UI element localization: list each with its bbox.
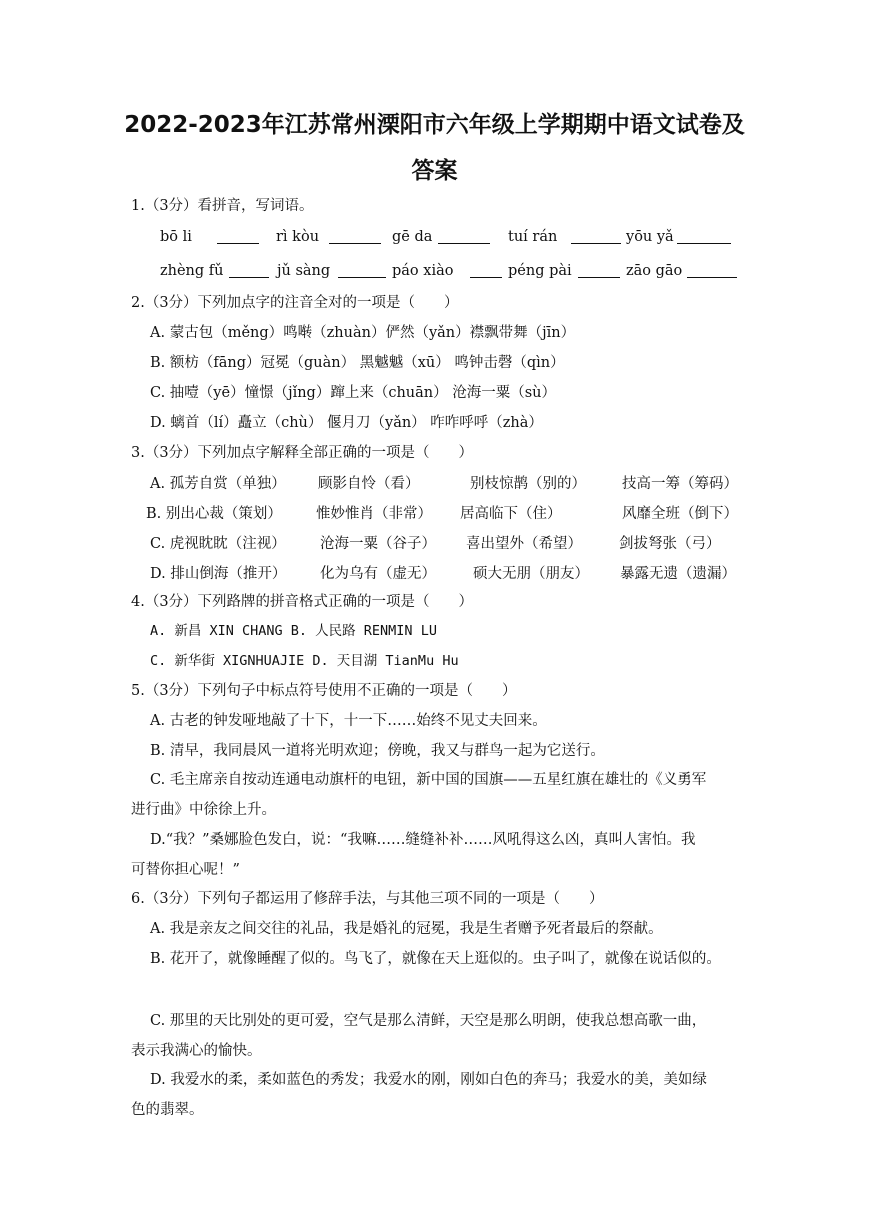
- q6-option-d: D. 我爱水的柔，柔如蓝色的秀发；我爱水的刚，刚如白色的奔马；我爱水的美，美如绿: [150, 1072, 707, 1088]
- pinyin-prompt: péng pài: [508, 263, 572, 279]
- q5-option-b: B. 清早，我同晨风一道将光明欢迎；傍晚，我又与群鸟一起为它送行。: [150, 743, 605, 759]
- q3-d-term-3: 硕大无朋（朋友）: [473, 566, 589, 582]
- pinyin-prompt: rì kòu: [276, 229, 320, 245]
- answer-blank: [470, 263, 502, 278]
- answer-blank: [677, 229, 731, 244]
- answer-blank: [329, 229, 381, 244]
- q2-option-a: A. 蒙古包（měng）鸣啭（zhuàn）俨然（yǎn）襟飘带舞（jīn）: [150, 325, 576, 341]
- q6-option-c-continued: 表示我满心的愉快。: [131, 1043, 262, 1059]
- question-3-stem: 3.（3分）下列加点字解释全部正确的一项是（ ）: [131, 445, 474, 461]
- document-title: 2022-2023年江苏常州溧阳市六年级上学期期中语文试卷及: [124, 112, 745, 138]
- pinyin-prompt: zāo gāo: [626, 263, 683, 279]
- q3-d-term-1: D. 排山倒海（推开）: [150, 566, 287, 582]
- q3-b-term-1: B. 别出心裁（策划）: [146, 506, 282, 522]
- q3-a-term-1: A. 孤芳自赏（单独）: [150, 476, 286, 492]
- answer-blank: [217, 229, 259, 244]
- q5-option-d-continued: 可替你担心呢！”: [131, 862, 240, 878]
- q3-a-term-4: 技高一筹（筹码）: [622, 476, 738, 492]
- pinyin-prompt: yōu yǎ: [626, 229, 674, 245]
- q3-c-term-1: C. 虎视眈眈（注视）: [150, 536, 286, 552]
- q3-c-term-3: 喜出望外（希望）: [466, 536, 582, 552]
- q3-d-term-2: 化为乌有（虚无）: [320, 566, 436, 582]
- q5-option-d: D.“我？”桑娜脸色发白，说：“我嘛……缝缝补补……风吼得这么凶，真叫人害怕。我: [150, 832, 696, 848]
- q2-option-c: C. 抽噎（yē）憧憬（jǐng）蹿上来（chuān） 沧海一粟（sù）: [150, 385, 556, 401]
- q2-option-d: D. 螭首（lí）矗立（chù） 偃月刀（yǎn） 咋咋呼呼（zhà）: [150, 415, 543, 431]
- q3-b-term-4: 风靡全班（倒下）: [622, 506, 738, 522]
- answer-blank: [438, 229, 490, 244]
- q6-option-c: C. 那里的天比别处的更可爱，空气是那么清鲜，天空是那么明朗，使我总想高歌一曲，: [150, 1013, 707, 1029]
- answer-blank: [229, 263, 269, 278]
- pinyin-prompt: tuí rán: [508, 229, 558, 245]
- q3-c-term-4: 剑拔弩张（弓）: [619, 536, 721, 552]
- answer-blank: [687, 263, 737, 278]
- q5-option-c: C. 毛主席亲自按动连通电动旗杆的电钮，新中国的国旗——五星红旗在雄壮的《义勇军: [150, 772, 707, 788]
- answer-blank: [571, 229, 621, 244]
- q2-option-b: B. 额枋（fāng）冠冕（guàn） 黑魆魆（xū） 鸣钟击磬（qìn）: [150, 355, 565, 371]
- q3-c-term-2: 沧海一粟（谷子）: [320, 536, 436, 552]
- document-title-continued: 答案: [411, 158, 458, 184]
- question-1-stem: 1.（3分）看拼音，写词语。: [131, 198, 314, 214]
- q5-option-c-continued: 进行曲》中徐徐上升。: [131, 802, 276, 818]
- q3-b-term-2: 惟妙惟肖（非常）: [316, 506, 432, 522]
- question-2-stem: 2.（3分）下列加点字的注音全对的一项是（ ）: [131, 295, 459, 311]
- pinyin-prompt: páo xiào: [392, 263, 454, 279]
- q6-option-d-continued: 色的翡翠。: [131, 1102, 204, 1118]
- q5-option-a: A. 古老的钟发哑地敲了十下，十一下……始终不见丈夫回来。: [150, 713, 547, 729]
- q3-b-term-3: 居高临下（住）: [460, 506, 562, 522]
- q3-a-term-3: 别枝惊鹊（别的）: [470, 476, 586, 492]
- q3-d-term-4: 暴露无遗（遗漏）: [620, 566, 736, 582]
- q3-a-term-2: 顾影自怜（看）: [318, 476, 420, 492]
- question-5-stem: 5.（3分）下列句子中标点符号使用不正确的一项是（ ）: [131, 683, 517, 699]
- pinyin-prompt: gē da: [392, 229, 433, 245]
- q4-options-line-2: C. 新华街 XIGNHUAJIE D. 天目湖 TianMu Hu: [150, 653, 459, 669]
- pinyin-prompt: jǔ sàng: [277, 263, 331, 279]
- question-4-stem: 4.（3分）下列路牌的拼音格式正确的一项是（ ）: [131, 594, 474, 610]
- q6-option-a: A. 我是亲友之间交往的礼品，我是婚礼的冠冕，我是生者赠予死者最后的祭献。: [150, 921, 663, 937]
- pinyin-prompt: bō li: [160, 229, 192, 245]
- answer-blank: [578, 263, 620, 278]
- q4-options-line-1: A. 新昌 XIN CHANG B. 人民路 RENMIN LU: [150, 623, 437, 639]
- pinyin-prompt: zhèng fǔ: [160, 263, 224, 279]
- answer-blank: [338, 263, 386, 278]
- q6-option-b: B. 花开了，就像睡醒了似的。鸟飞了，就像在天上逛似的。虫子叫了，就像在说话似的。: [150, 951, 721, 967]
- question-6-stem: 6.（3分）下列句子都运用了修辞手法，与其他三项不同的一项是（ ）: [131, 891, 604, 907]
